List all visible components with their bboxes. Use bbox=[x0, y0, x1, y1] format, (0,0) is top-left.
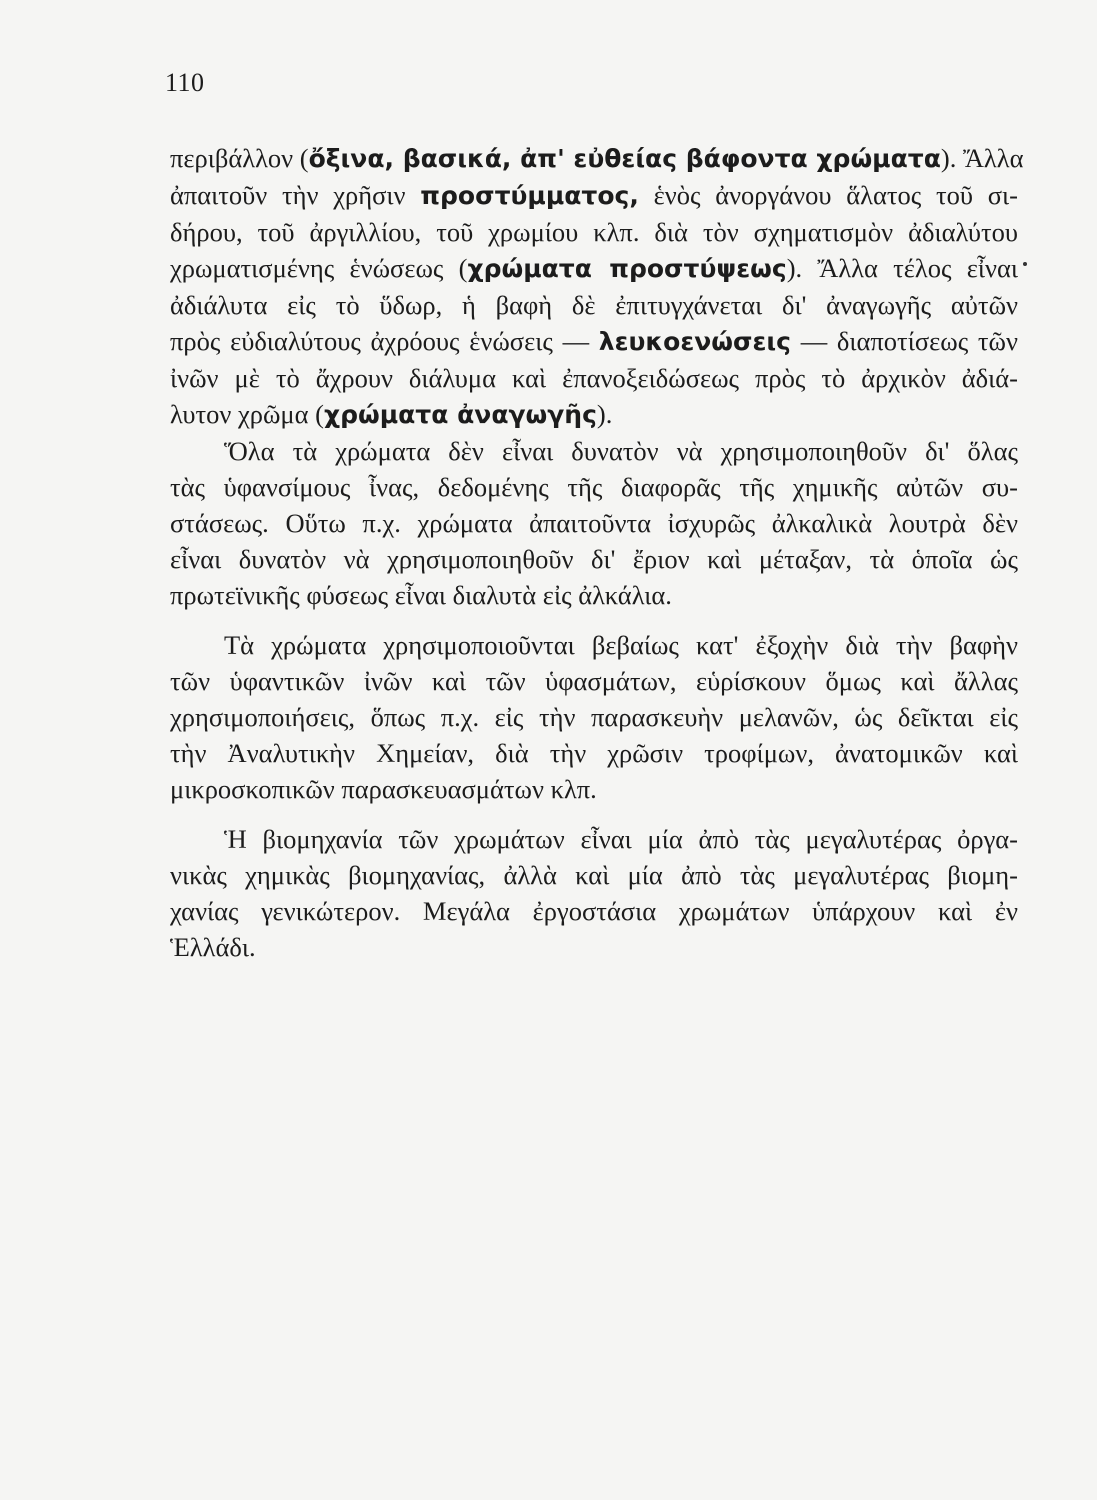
page-number: 110 bbox=[165, 68, 205, 97]
bold-term: χρώματα ἀναγωγῆς bbox=[323, 400, 597, 429]
bold-term: λευκοενώσεις bbox=[598, 327, 791, 356]
bold-term: χρώματα προστύψεως bbox=[467, 254, 787, 283]
text-line: δήρου, τοῦ ἀργιλλίου, τοῦ χρωμίου κλπ. διὰ τὸν σχηματισμὸν ἀδιαλύτου bbox=[170, 217, 1018, 247]
text-line: ἀδιάλυτα εἰς τὸ ὕδωρ, ἡ βαφὴ δὲ ἐπιτυγχάνεται δι' ἀναγωγῆς αὐτῶν bbox=[170, 290, 1018, 320]
text-line: περιβάλλον (ὄξινα, βασικά, ἀπ' εὐθείας βάφοντα χρώματα). Ἄλλα bbox=[170, 143, 1024, 173]
text-line: πρὸς εὐδιαλύτους ἀχρόους ἑνώσεις — λευκοενώσεις — διαποτίσεως τῶν bbox=[170, 326, 1018, 356]
text-line: πρωτεϊνικῆς φύσεως εἶναι διαλυτὰ εἰς ἀλκάλια. bbox=[170, 580, 672, 610]
paragraph-1 bbox=[170, 140, 1024, 433]
text-line: τῶν ὑφαντικῶν ἰνῶν καὶ τῶν ὑφασμάτων, εὑρίσκουν ὅμως καὶ ἄλλας bbox=[170, 666, 1018, 696]
text-line: χανίας γενικώτερον. Μεγάλα ἐργοστάσια χρωμάτων ὑπάρχουν καὶ ἐν bbox=[170, 896, 1018, 926]
paragraph-3 bbox=[170, 627, 1018, 807]
margin-mark bbox=[1023, 262, 1027, 266]
text-line: μικροσκοπικῶν παρασκευασμάτων κλπ. bbox=[170, 774, 597, 804]
text-line: τὴν Ἀναλυτικὴν Χημείαν, διὰ τὴν χρῶσιν τροφίμων, ἀνατομικῶν καὶ bbox=[170, 738, 1018, 768]
text-line: Τὰ χρώματα χρησιμοποιοῦνται βεβαίως κατ' ἐξοχὴν διὰ τὴν βαφὴν bbox=[224, 630, 1018, 660]
paragraph-4 bbox=[170, 821, 1018, 965]
text-line: χρωματισμένης ἑνώσεως (χρώματα προστύψεως). Ἄλλα τέλος εἶναι bbox=[170, 253, 1018, 283]
text-line: Ἑλλάδι. bbox=[170, 932, 256, 962]
paragraph-2 bbox=[170, 433, 1018, 613]
text-line: ἰνῶν μὲ τὸ ἄχρουν διάλυμα καὶ ἐπανοξειδώσεως πρὸς τὸ ἀρχικὸν ἀδιά- bbox=[170, 363, 1018, 393]
text-line: Ὅλα τὰ χρώματα δὲν εἶναι δυνατὸν νὰ χρησιμοποιηθοῦν δι' ὅλας bbox=[224, 436, 1018, 466]
text-line: Ἡ βιομηχανία τῶν χρωμάτων εἶναι μία ἀπὸ τὰς μεγαλυτέρας ὀργα- bbox=[224, 824, 1018, 854]
bold-term: προστύμματος, bbox=[420, 181, 639, 210]
text-line: λυτον χρῶμα (χρώματα ἀναγωγῆς). bbox=[170, 399, 613, 429]
bold-term: ὄξινα, βασικά, ἀπ' εὐθείας βάφοντα χρώματα bbox=[308, 144, 941, 173]
text-line: τὰς ὑφανσίμους ἶνας, δεδομένης τῆς διαφορᾶς τῆς χημικῆς αὐτῶν συ- bbox=[170, 472, 1018, 502]
text-line: στάσεως. Οὕτω π.χ. χρώματα ἀπαιτοῦντα ἰσχυρῶς ἀλκαλικὰ λουτρὰ δὲν bbox=[170, 508, 1018, 538]
text-line: νικὰς χημικὰς βιομηχανίας, ἀλλὰ καὶ μία ἀπὸ τὰς μεγαλυτέρας βιομη- bbox=[170, 860, 1018, 890]
text-line: ἀπαιτοῦν τὴν χρῆσιν προστύμματος, ἑνὸς ἀνοργάνου ἅλατος τοῦ σι- bbox=[170, 180, 1018, 210]
page-body bbox=[170, 140, 1024, 965]
text-line: εἶναι δυνατὸν νὰ χρησιμοποιηθοῦν δι' ἔριον καὶ μέταξαν, τὰ ὁποῖα ὡς bbox=[170, 544, 1018, 574]
text-line: χρησιμοποιήσεις, ὅπως π.χ. εἰς τὴν παρασκευὴν μελανῶν, ὡς δεῖκται εἰς bbox=[170, 702, 1018, 732]
